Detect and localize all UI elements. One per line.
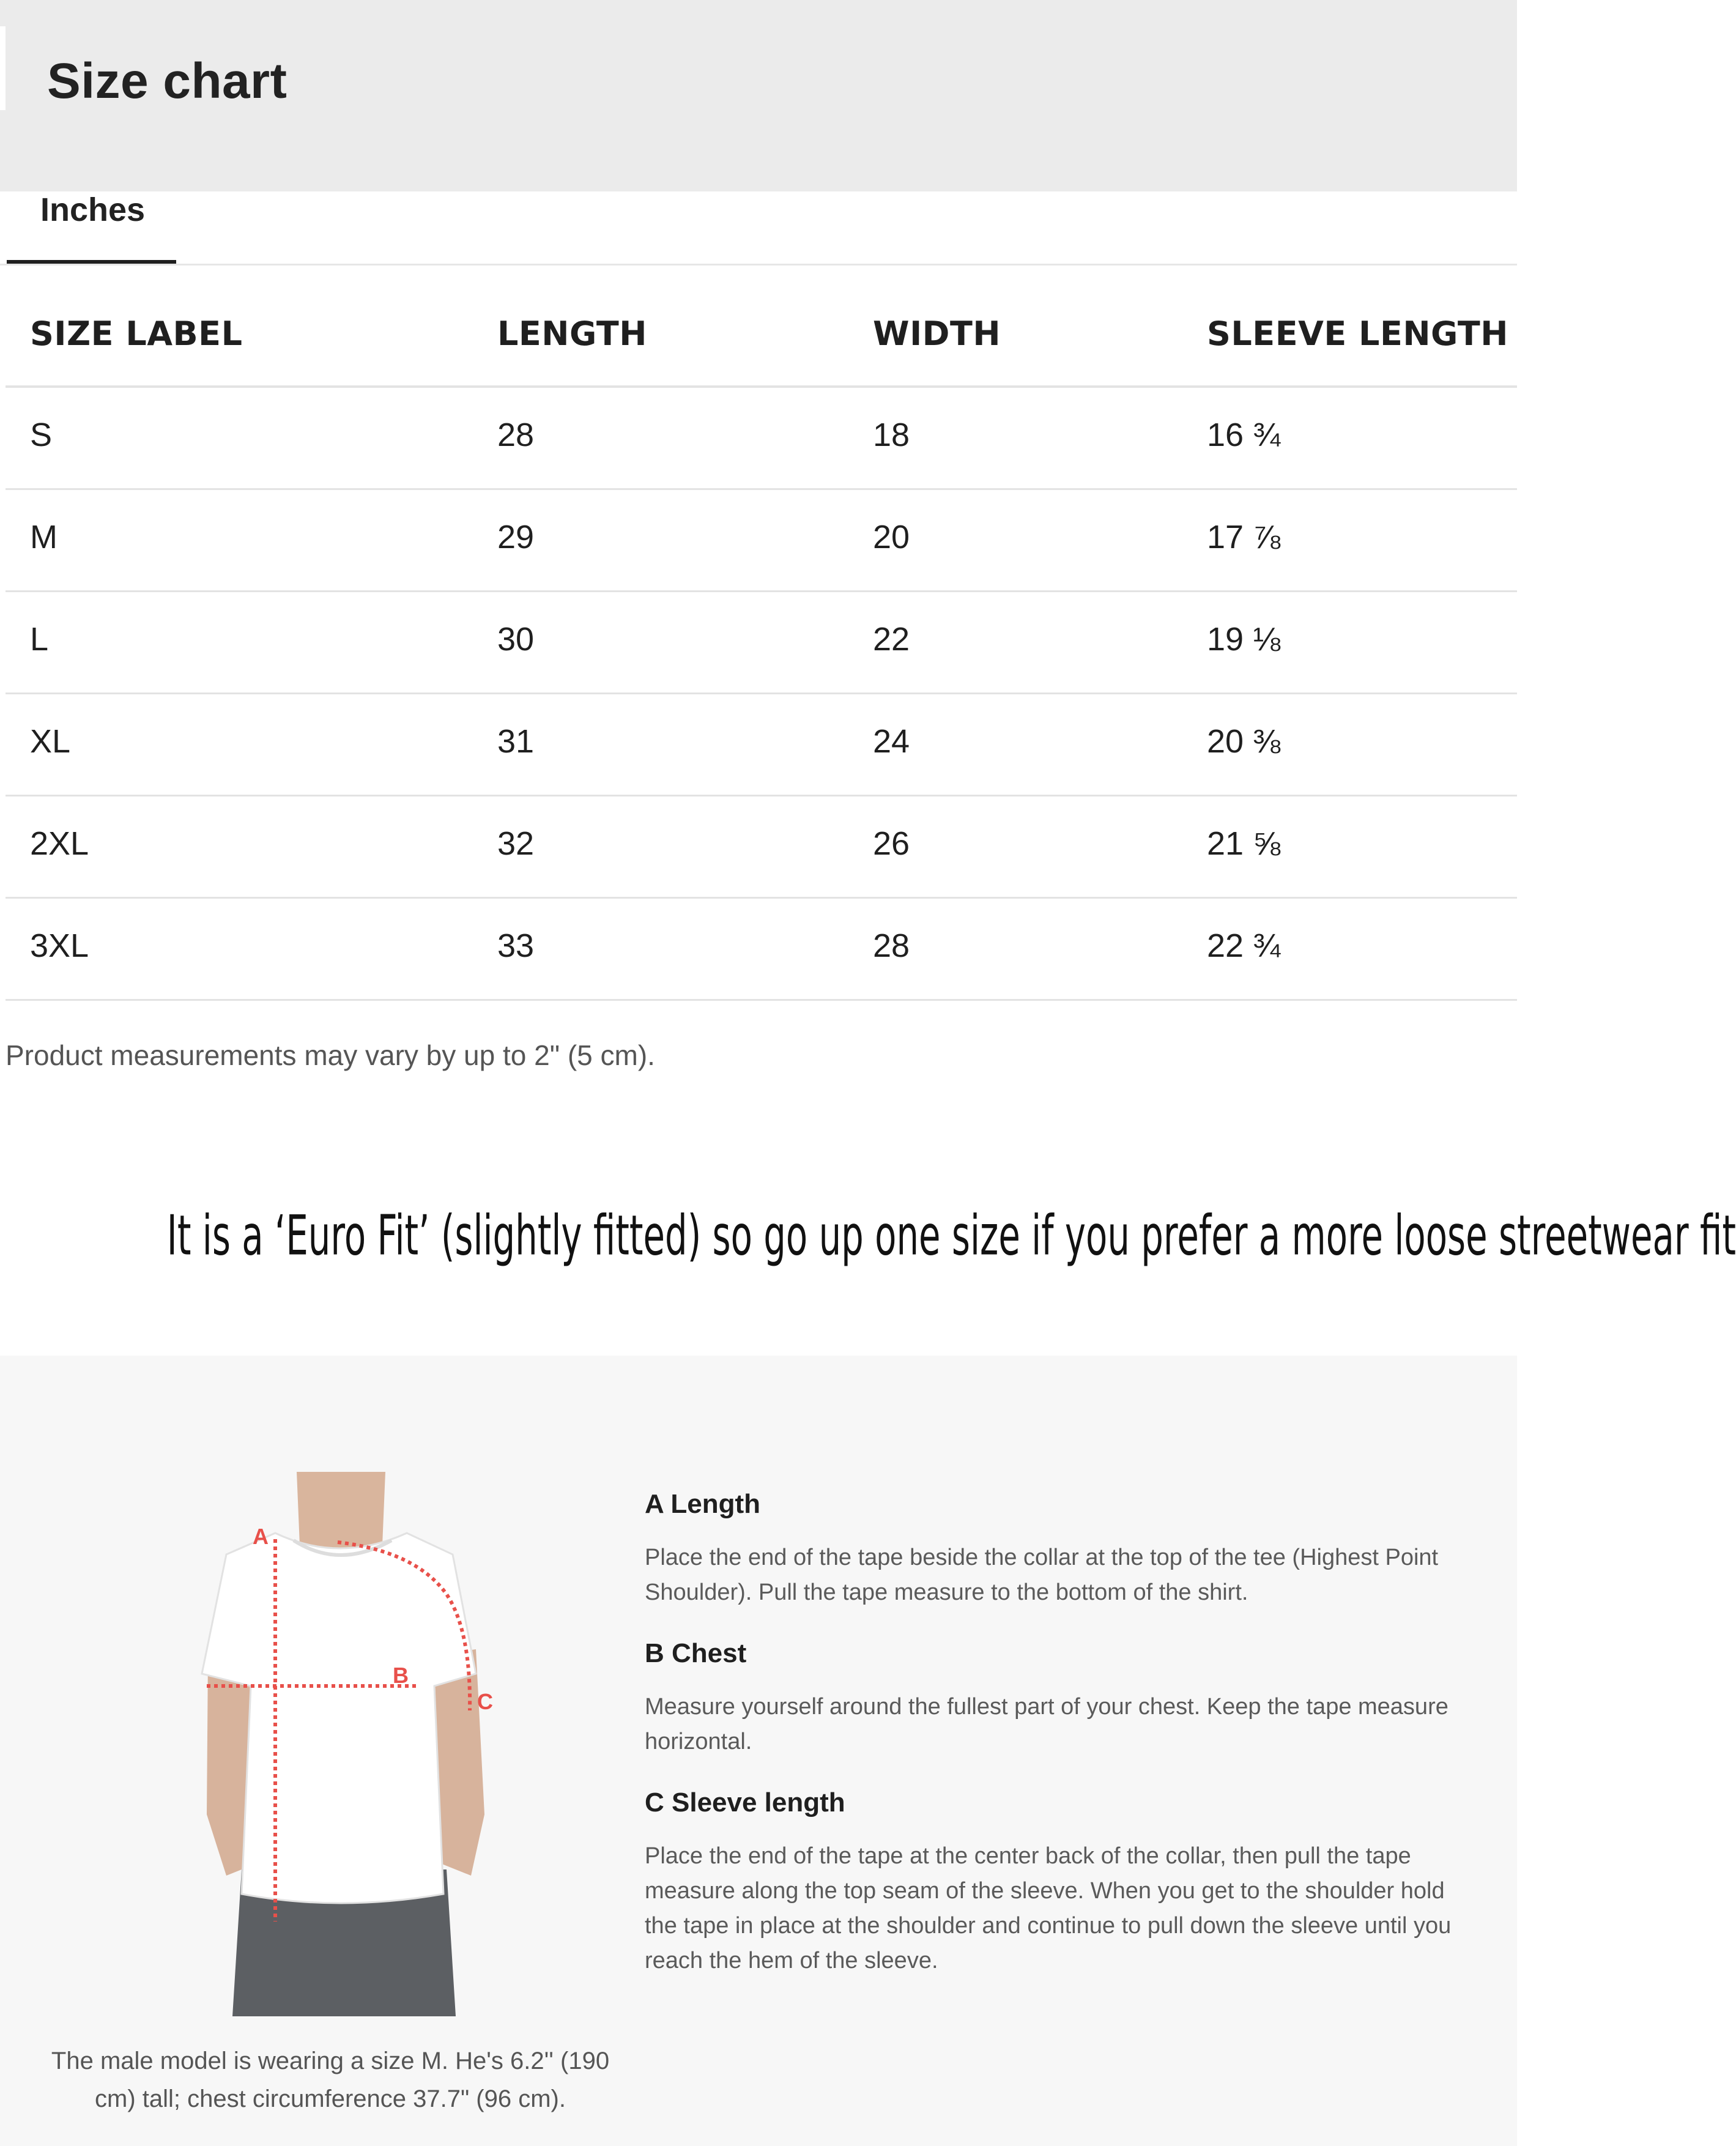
definition-text: Place the end of the tape at the center back of the collar, then pull the tape measure along the top seam of the sleeve. When you get to the shoulder hold the tape in place at the shoulder and continue to pull down the sleeve until you reach the hem of the sleeve. (645, 1843, 1452, 1973)
tab-divider (0, 264, 1517, 265)
cell-width: 18 (873, 417, 910, 453)
header-length: LENGTH (497, 314, 647, 353)
cell-width: 24 (873, 723, 910, 760)
header-size-label: SIZE LABEL (30, 314, 243, 353)
definition-text: Measure yourself around the fullest part of your chest. Keep the tape measure horizontal. (645, 1694, 1449, 1754)
table-row (6, 899, 1517, 1001)
cell-sleeve: 20 ⅜ (1207, 723, 1281, 760)
definition-text: Place the end of the tape beside the collar at the top of the tee (Highest Point Shoulder). Pull the tape measure to the bottom of the shirt. (645, 1545, 1439, 1605)
size-table (6, 295, 1517, 1001)
cell-size: M (30, 519, 57, 555)
fit-note: It is a ‘Euro Fit’ (slightly fitted) so go up one size if you prefer a more loose streetwear fit (166, 1203, 1736, 1268)
label-a: A (253, 1524, 269, 1549)
definition-title: A Length (645, 1489, 760, 1519)
cell-length: 28 (497, 417, 535, 453)
table-row (6, 490, 1517, 592)
page-title: Size chart (47, 53, 287, 109)
header-width: WIDTH (873, 314, 1001, 353)
cell-sleeve: 16 ¾ (1207, 417, 1281, 453)
label-b: B (393, 1663, 409, 1688)
cell-width: 20 (873, 519, 910, 555)
table-row (6, 388, 1517, 490)
cell-length: 31 (497, 723, 535, 760)
tab-inches[interactable]: Inches (40, 191, 146, 228)
cell-length: 30 (497, 621, 535, 658)
cell-width: 22 (873, 621, 910, 658)
cell-sleeve: 22 ¾ (1207, 927, 1281, 964)
model-caption: The male model is wearing a size M. He's 6.2'' (190 cm) tall; chest circumference 37.7" (96 cm). (51, 2048, 610, 2112)
header-sleeve-length: SLEEVE LENGTH (1207, 314, 1508, 353)
table-row (6, 694, 1517, 796)
cell-width: 26 (873, 825, 910, 862)
cell-sleeve: 21 ⅝ (1207, 825, 1281, 862)
cell-sleeve: 17 ⅞ (1207, 519, 1281, 555)
page-header (0, 0, 1517, 191)
definition-title: C Sleeve length (645, 1788, 845, 1817)
table-row (6, 592, 1517, 694)
cell-size: 2XL (30, 825, 89, 862)
definition-chest (645, 1638, 1464, 1759)
model-figure (184, 1472, 502, 2016)
cell-size: S (30, 417, 53, 453)
cell-width: 28 (873, 927, 910, 964)
definition-title: B Chest (645, 1638, 747, 1668)
definition-length (645, 1489, 1464, 1610)
cell-sleeve: 19 ⅛ (1207, 621, 1281, 658)
definition-sleeve-length (645, 1788, 1464, 1978)
cell-size: 3XL (30, 927, 89, 964)
header-edge (0, 26, 6, 110)
cell-length: 29 (497, 519, 535, 555)
table-header-row (6, 295, 1517, 388)
label-c: C (477, 1689, 493, 1714)
table-row (6, 796, 1517, 899)
measure-guide-panel (0, 1356, 1517, 2146)
cell-length: 32 (497, 825, 535, 862)
tshirt-model-illustration (184, 1472, 502, 2016)
cell-size: L (30, 621, 49, 658)
cell-length: 33 (497, 927, 535, 964)
measurement-note: Product measurements may vary by up to 2" (5 cm). (6, 1039, 655, 1071)
cell-size: XL (30, 723, 71, 760)
